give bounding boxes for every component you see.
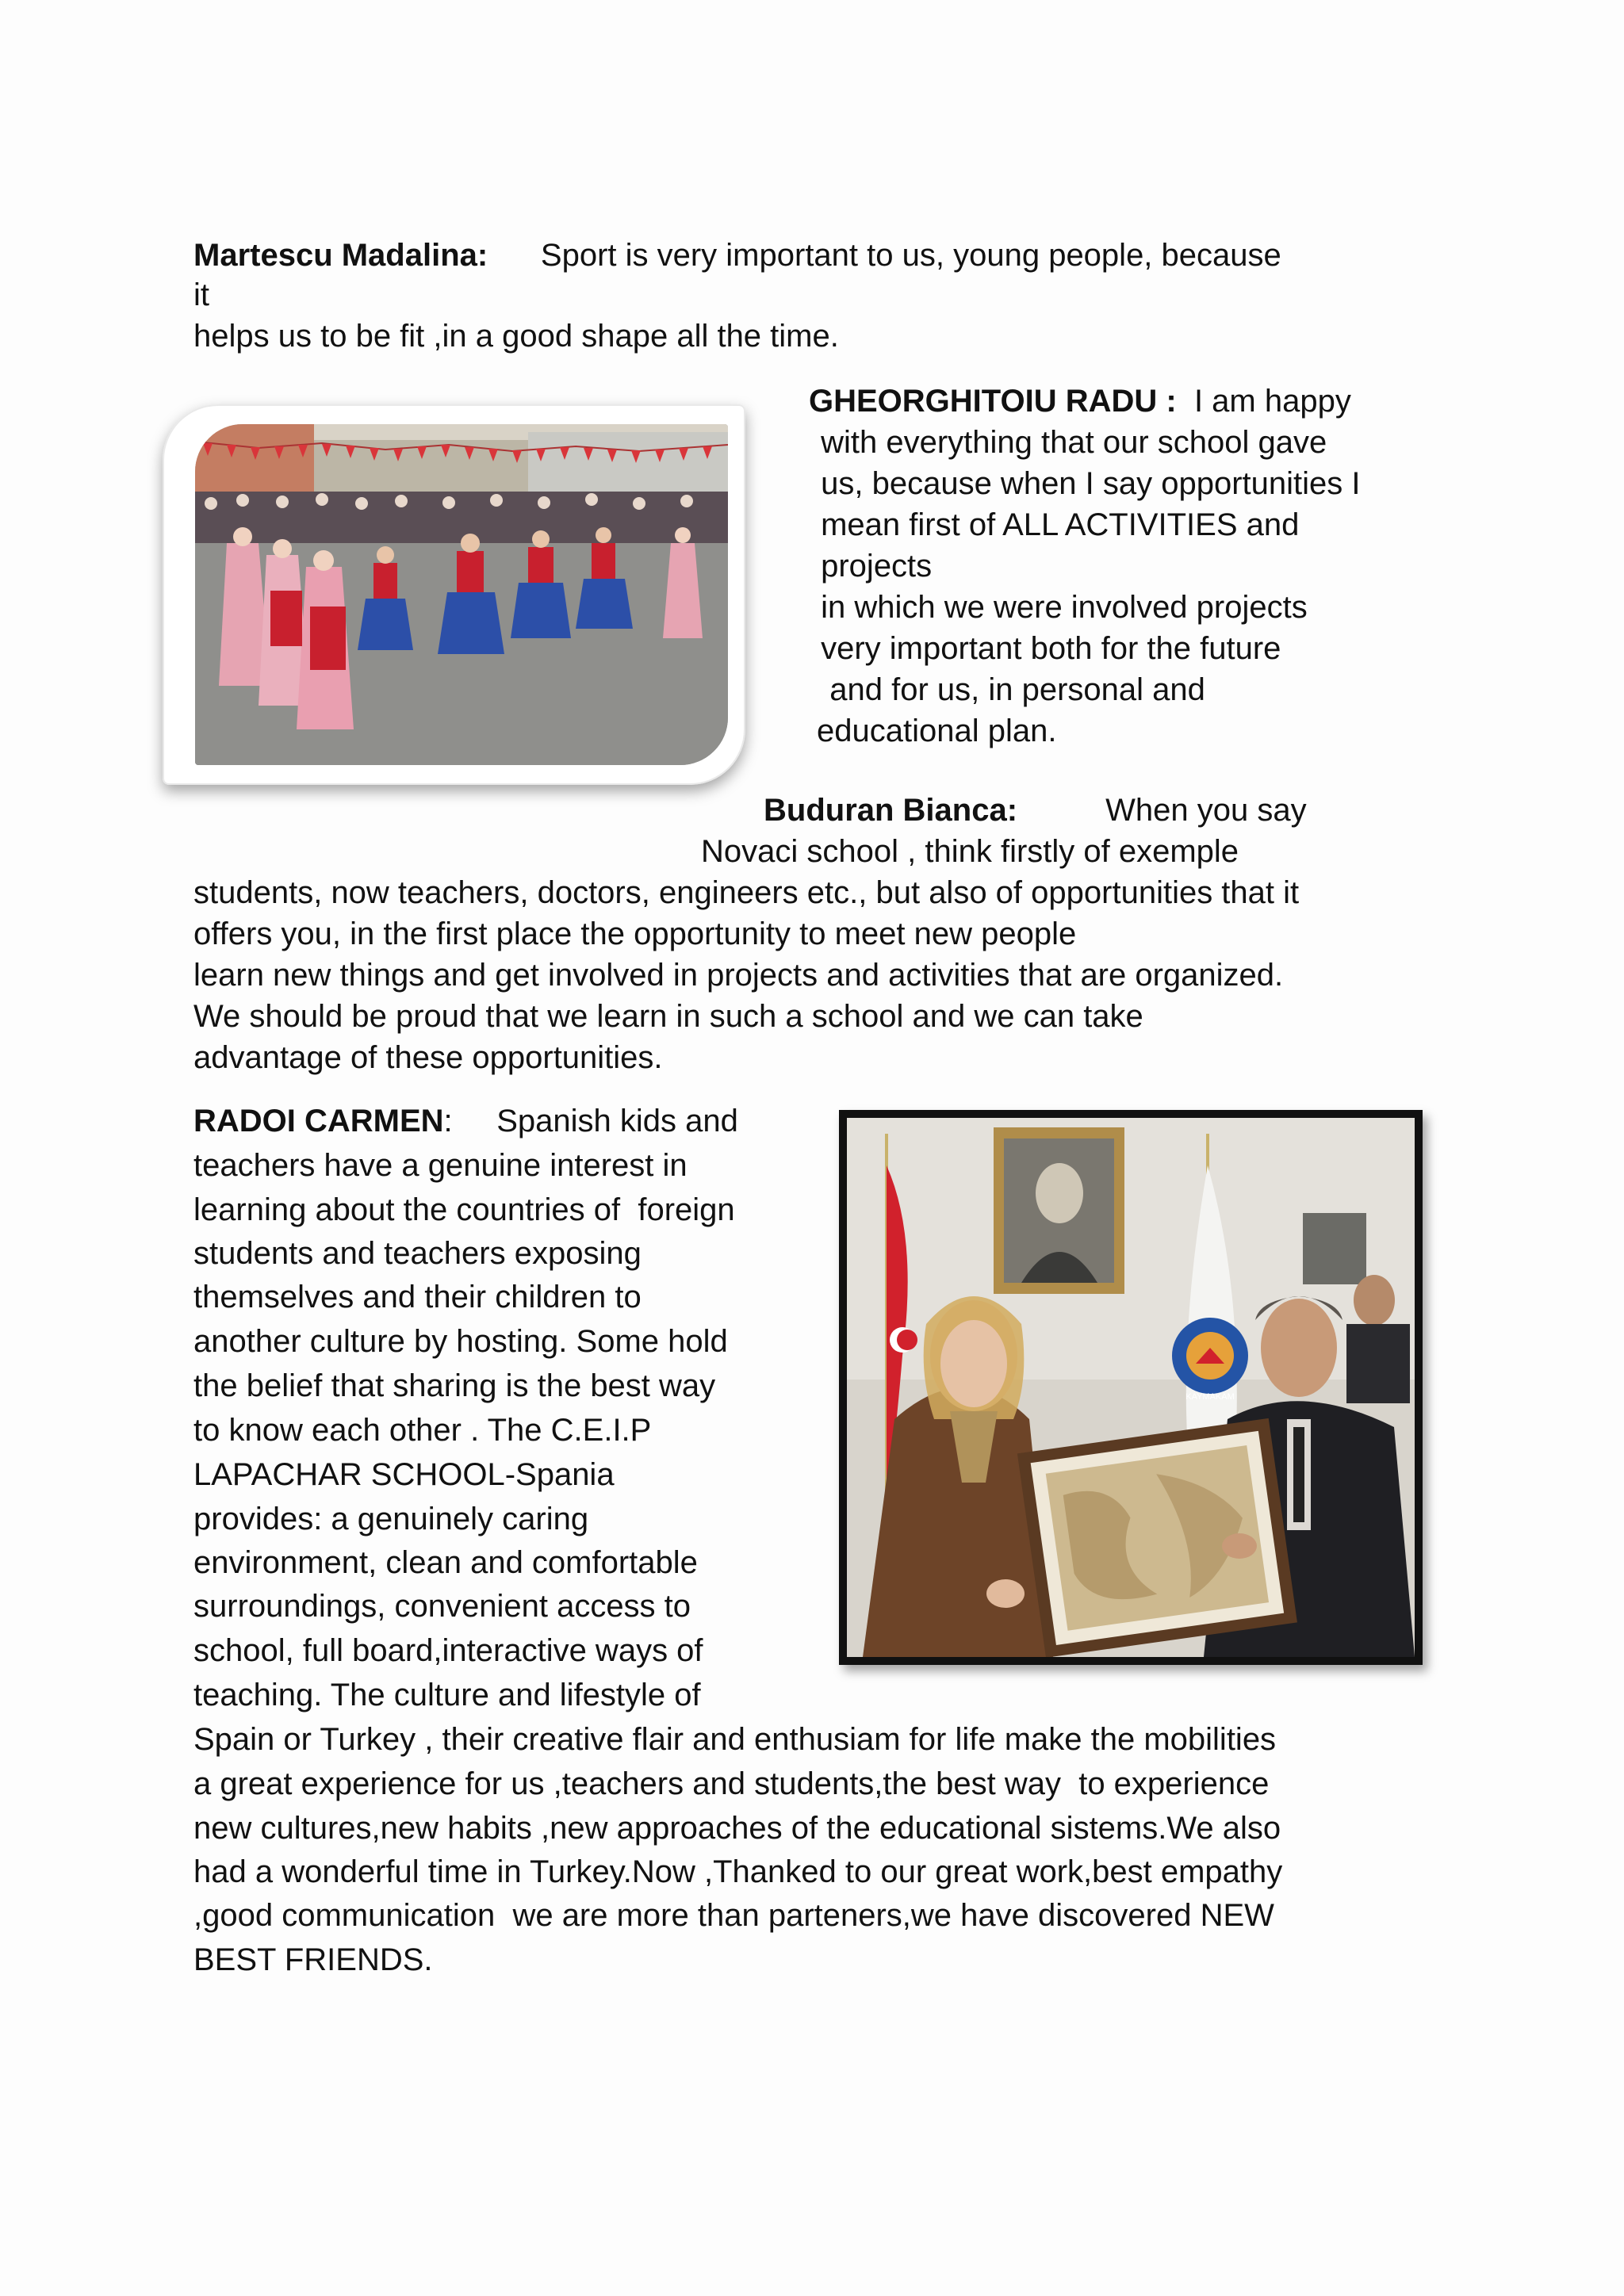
paragraph-bianca-line: learn new things and get involved in projects and activities that are organized. <box>193 958 1284 993</box>
emblem-label: KAYMAKAM <box>1185 1392 1235 1402</box>
paragraph-carmen-line: LAPACHAR SCHOOL-Spania <box>193 1457 615 1492</box>
paragraph-carmen-line: provides: a genuinely caring <box>193 1502 589 1536</box>
paragraph-madalina-line1: Martescu Madalina: Sport is very important to us, young people, because <box>193 238 1281 273</box>
photo-ceremony <box>847 1118 1415 1657</box>
paragraph-carmen-line: teaching. The culture and lifestyle of <box>193 1678 701 1712</box>
author-name-madalina: Martescu Madalina: <box>193 238 488 273</box>
paragraph-radu-line: educational plan. <box>817 714 1057 748</box>
paragraph-carmen-line: teachers have a genuine interest in <box>193 1148 688 1183</box>
paragraph-bianca-line: advantage of these opportunities. <box>193 1040 663 1075</box>
paragraph-carmen-line: learning about the countries of foreign <box>193 1192 735 1227</box>
paragraph-radu-line: projects <box>812 549 933 584</box>
author-name-radu: GHEORGHITOIU RADU : <box>809 384 1185 419</box>
paragraph-carmen-line: students and teachers exposing <box>193 1236 642 1271</box>
paragraph-carmen-line: environment, clean and comfortable <box>193 1545 698 1580</box>
paragraph-carmen-line: had a wonderful time in Turkey.Now ,Thanked to our great work,best empathy <box>193 1854 1283 1889</box>
paragraph-bianca-line: students, now teachers, doctors, engineers etc., but also of opportunities that it <box>193 875 1300 910</box>
paragraph-bianca-line: Novaci school , think firstly of exemple <box>701 834 1239 869</box>
paragraph-radu-line: with everything that our school gave <box>812 425 1327 460</box>
paragraph-carmen-line: school, full board,interactive ways of <box>193 1633 703 1668</box>
paragraph-radu-line: us, because when I say opportunities I <box>812 466 1361 501</box>
paragraph-bianca-line: We should be proud that we learn in such a school and we can take <box>193 999 1143 1034</box>
paragraph-bianca-line1: Buduran Bianca: When you say <box>764 793 1307 828</box>
paragraph-radu-line: mean first of ALL ACTIVITIES and <box>812 507 1300 542</box>
paragraph-madalina-line2: it <box>193 277 209 312</box>
paragraph-radu-line1: GHEORGHITOIU RADU : I am happy <box>809 384 1351 419</box>
paragraph-madalina-line3: helps us to be fit ,in a good shape all the time. <box>193 319 839 354</box>
author-name-bianca: Buduran Bianca: <box>764 793 1018 828</box>
paragraph-carmen-line: a great experience for us ,teachers and students,the best way to experience <box>193 1766 1270 1801</box>
paragraph-carmen-line: to know each other . The C.E.I.P <box>193 1413 652 1448</box>
paragraph-bianca-line: offers you, in the first place the opportunity to meet new people <box>193 916 1077 951</box>
paragraph-radu-line: very important both for the future <box>812 631 1281 666</box>
paragraph-carmen-line1: RADOI CARMEN: Spanish kids and <box>193 1104 738 1138</box>
paragraph-radu-line: in which we were involved projects <box>812 590 1308 625</box>
paragraph-radu-line: and for us, in personal and <box>812 672 1205 707</box>
paragraph-carmen-line: Spain or Turkey , their creative flair and enthusiam for life make the mobilities <box>193 1722 1277 1757</box>
paragraph-carmen-line: ,good communication we are more than parteners,we have discovered NEW <box>193 1898 1274 1933</box>
paragraph-carmen-line: surroundings, convenient access to <box>193 1589 691 1624</box>
paragraph-carmen-line: BEST FRIENDS. <box>193 1942 433 1977</box>
photo-dancers <box>195 424 728 765</box>
paragraph-carmen-line: another culture by hosting. Some hold <box>193 1324 728 1359</box>
paragraph-carmen-line: themselves and their children to <box>193 1280 642 1314</box>
author-name-carmen: RADOI CARMEN <box>193 1104 444 1138</box>
paragraph-carmen-line: new cultures,new habits ,new approaches of the educational sistems.We also <box>193 1811 1281 1846</box>
paragraph-carmen-line: the belief that sharing is the best way <box>193 1368 716 1403</box>
